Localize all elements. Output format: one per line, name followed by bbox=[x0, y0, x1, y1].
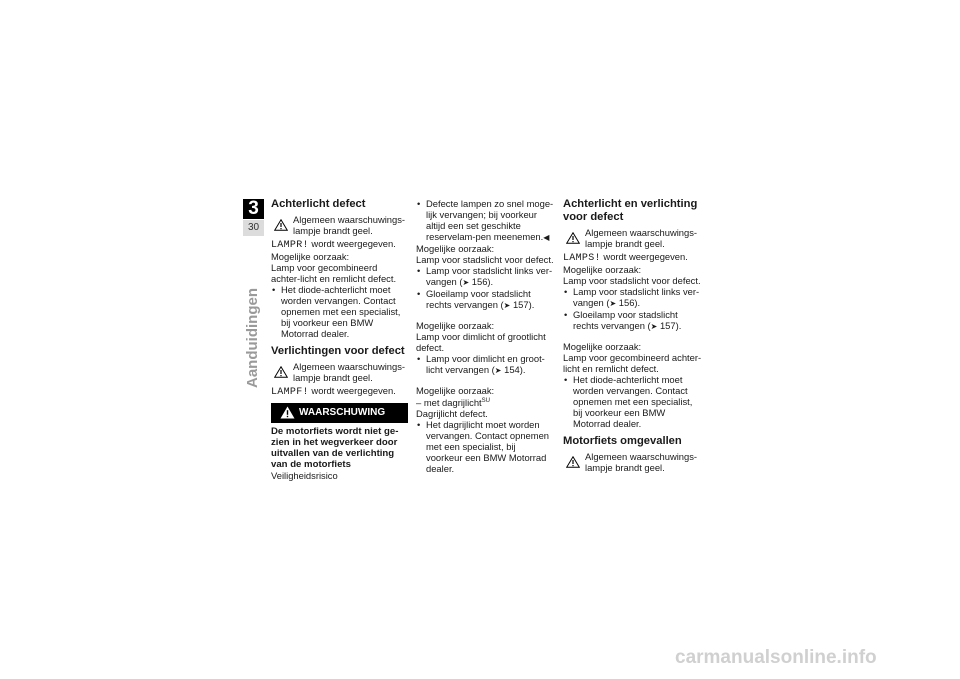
cause-label: Mogelijke oorzaak: bbox=[416, 385, 495, 396]
cause-text: Lamp voor stadslicht voor defect. bbox=[563, 275, 701, 286]
warning-light-text: Algemeen waarschuwings-lampje brandt geel. bbox=[585, 451, 698, 473]
list-item: • Lamp voor dimlicht en groot-licht vervangen (➤ 154). bbox=[416, 353, 554, 376]
list-item: • Het diode-achterlicht moet worden vervangen. Contact opnemen met een specialist, bij voorkeur een BMW Motorrad dealer. bbox=[563, 374, 703, 429]
cause-text: Lamp voor stadslicht voor defect. bbox=[416, 254, 554, 265]
list-item: • Lamp voor stadslicht links ver-vangen (➤ 156). bbox=[563, 286, 703, 309]
display-code: LAMPS! bbox=[563, 253, 601, 264]
warning-light-text: Algemeen waarschuwings-lampje brandt geel. bbox=[585, 227, 698, 249]
section-title-achterlicht-en-verlichting: Achterlicht en verlichting voor defect bbox=[563, 198, 698, 223]
warning-box-header bbox=[271, 403, 408, 423]
cause-label: Mogelijke oorzaak: bbox=[563, 341, 642, 352]
section-title-achterlicht-defect: Achterlicht defect bbox=[271, 198, 366, 210]
action-list bbox=[271, 284, 408, 339]
section-title-motorfiets-omgevallen: Motorfiets omgevallen bbox=[563, 435, 682, 447]
warning-triangle-icon bbox=[566, 456, 580, 468]
page-number: 30 bbox=[243, 220, 264, 236]
list-item: • Defecte lampen zo snel moge-lijk vervangen; bij voorkeur altijd een set geschikte reservelam-pen meenemen.◀ bbox=[416, 198, 554, 243]
column-3 bbox=[563, 198, 703, 475]
warning-light-note bbox=[563, 227, 703, 249]
watermark: carmanualsonline.info bbox=[675, 647, 877, 668]
warning-triangle-icon bbox=[274, 366, 288, 378]
display-message: LAMPS! wordt weergegeven. bbox=[563, 251, 688, 264]
warning-light-text: Algemeen waarschuwings-lampje brandt geel. bbox=[293, 214, 406, 236]
page-reference-link[interactable]: 156). bbox=[616, 297, 641, 308]
list-item: • Lamp voor stadslicht links ver-vangen (➤ 156). bbox=[416, 265, 554, 288]
section-title-verlichtingen-voor-defect: Verlichtingen voor defect bbox=[271, 345, 405, 357]
cause-text: Lamp voor gecombineerd achter-licht en remlicht defect. bbox=[271, 262, 397, 284]
cause-text: Lamp voor gecombineerd achter-licht en remlicht defect. bbox=[563, 352, 702, 374]
arrow-right-icon: ➤ bbox=[462, 278, 470, 287]
end-marker-triangle-icon: ◀ bbox=[543, 233, 550, 242]
cause-label: Mogelijke oorzaak: bbox=[271, 251, 350, 262]
action-list bbox=[416, 419, 554, 474]
page-reference-link[interactable]: 157). bbox=[657, 320, 682, 331]
list-item: • Gloeilamp voor stadslicht rechts vervangen (➤ 157). bbox=[416, 288, 554, 311]
arrow-right-icon: ➤ bbox=[503, 301, 511, 310]
list-item: • Gloeilamp voor stadslicht rechts vervangen (➤ 157). bbox=[563, 309, 703, 332]
action-list bbox=[563, 286, 703, 332]
action-list bbox=[416, 265, 554, 311]
display-code: LAMPR! bbox=[271, 240, 309, 251]
arrow-right-icon: ➤ bbox=[650, 322, 658, 331]
action-list bbox=[416, 353, 554, 376]
column-2 bbox=[416, 198, 554, 474]
display-message: LAMPR! wordt weergegeven. bbox=[271, 238, 396, 251]
action-list bbox=[563, 374, 703, 429]
warning-triangle-icon bbox=[566, 232, 580, 244]
cause-text: Dagrijlicht defect. bbox=[416, 408, 488, 420]
cause-text: Lamp voor dimlicht of grootlicht defect. bbox=[416, 331, 546, 353]
warning-light-note bbox=[271, 214, 408, 236]
warning-light-text: Algemeen waarschuwings-lampje brandt geel. bbox=[293, 361, 406, 383]
option-note: – met dagrijlicht$^{SU}$ bbox=[416, 397, 490, 409]
cause-label: Mogelijke oorzaak: bbox=[563, 264, 642, 275]
list-item: • Het diode-achterlicht moet worden vervangen. Contact opnemen met een specialist, bij voorkeur een BMW Motorrad dealer. bbox=[271, 284, 408, 339]
arrow-right-icon: ➤ bbox=[494, 366, 502, 375]
cause-label: Mogelijke oorzaak: bbox=[416, 243, 495, 254]
warning-triangle-icon bbox=[280, 406, 295, 419]
warning-text: De motorfiets wordt niet ge-zien in het wegverkeer door uitvallen van de verlichting van de motorfiets bbox=[271, 426, 399, 470]
warning-light-note bbox=[271, 361, 408, 383]
arrow-right-icon: ➤ bbox=[609, 299, 617, 308]
page-reference-link[interactable]: 154). bbox=[501, 364, 526, 375]
list-item: • Het dagrijlicht moet worden vervangen. Contact opnemen met een specialist, bij voorkeur een BMW Motorrad dealer. bbox=[416, 419, 554, 474]
chapter-title: Aanduidingen bbox=[244, 288, 261, 388]
warning-triangle-icon bbox=[274, 219, 288, 231]
column-1 bbox=[271, 198, 408, 481]
warning-light-note bbox=[563, 451, 703, 473]
page-reference-link[interactable]: 157). bbox=[510, 299, 535, 310]
action-list bbox=[416, 198, 554, 243]
risk-text: Veiligheidsrisico bbox=[271, 470, 338, 481]
page-reference-link[interactable]: 156). bbox=[469, 276, 494, 287]
chapter-number: 3 bbox=[243, 199, 264, 219]
display-message: LAMPF! wordt weergegeven. bbox=[271, 385, 396, 398]
warning-box-label: WAARSCHUWING bbox=[299, 407, 386, 418]
cause-label: Mogelijke oorzaak: bbox=[416, 320, 495, 331]
display-code: LAMPF! bbox=[271, 387, 309, 398]
